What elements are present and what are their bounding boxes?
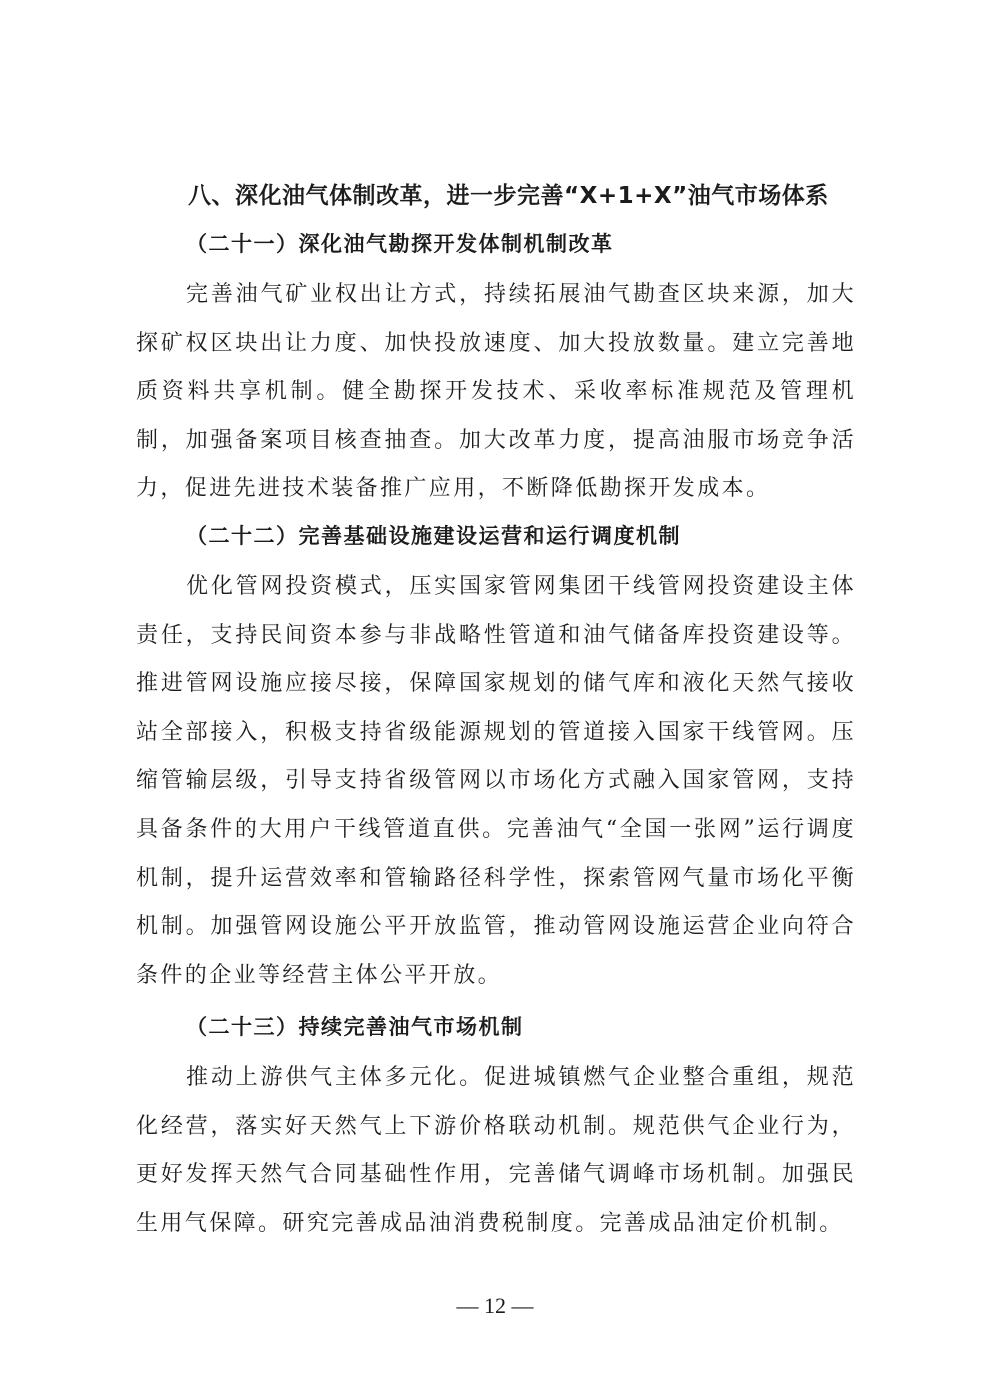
subsection-title-22: （二十二）完善基础设施建设运营和运行调度机制 [186, 524, 681, 548]
section-heading: 八、深化油气体制改革，进一步完善“X+1+X”油气市场体系 [188, 183, 829, 209]
subsection-body-22: 优化管网投资模式，压实国家管网集团干线管网投资建设主体责任，支持民间资本参与非战略性管道和油气储备库投资建设等。推进管网设施应接尽接，保障国家规划的储气库和液化天然气接收站全部接入，积极支持省级能源规划的管道接入国家干线管网。压缩管输层级，引导支持省级管网以市场化方式融入国家管网，支持具备条件的大用户干线管道直供。完善油气“全国一张网”运行调度机制，提升运营效率和管输路径科学性，探索管网气量市场化平衡机制。加强管网设施公平开放监管，推动管网设施运营企业向符合条件的企业等经营主体公平开放。 [136, 574, 856, 988]
subsection-title-23: （二十三）持续完善油气市场机制 [186, 1015, 524, 1039]
subsection-body-21: 完善油气矿业权出让方式，持续拓展油气勘查区块来源，加大探矿权区块出让力度、加快投放速度、加大投放数量。建立完善地质资料共享机制。健全勘探开发技术、采收率标准规范及管理机制，加强备案项目核查抽查。加大改革力度，提高油服市场竞争活力，促进先进技术装备推广应用，不断降低勘探开发成本。 [136, 282, 856, 502]
page-number: — 12 — [456, 1293, 534, 1318]
subsection-title-21: （二十一）深化油气勘探开发体制机制改革 [186, 232, 614, 256]
subsection-body-23: 推动上游供气主体多元化。促进城镇燃气企业整合重组，规范化经营，落实好天然气上下游价格联动机制。规范供气企业行为，更好发挥天然气合同基础性作用，完善储气调峰市场机制。加强民生用气保障。研究完善成品油消费税制度。完善成品油定价机制。 [136, 1065, 856, 1236]
